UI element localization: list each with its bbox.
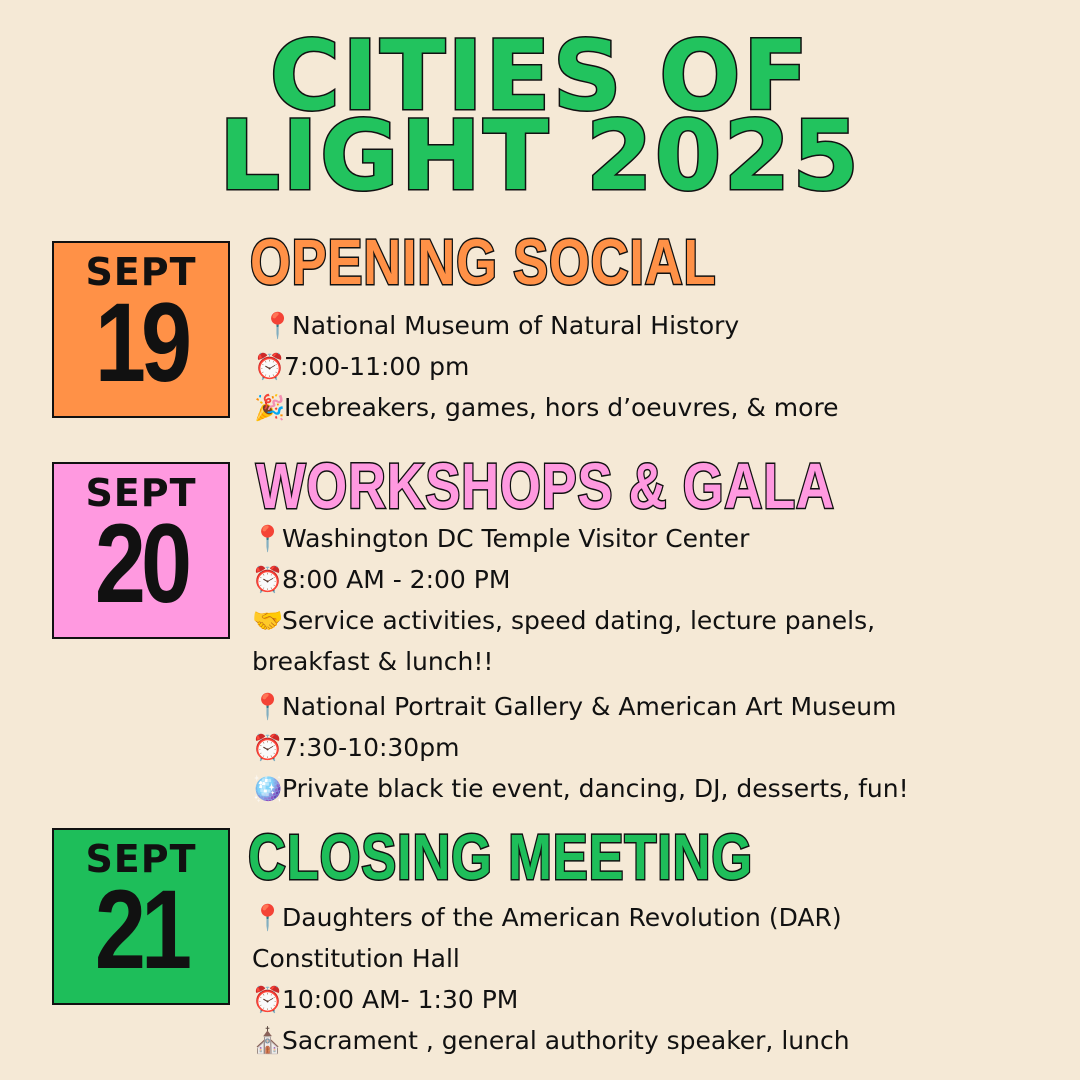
date-badge-sept-21: [52, 828, 230, 1005]
event-location: 📍National Portrait Gallery & American Art Museum: [252, 692, 897, 721]
event-location-continued: Constitution Hall: [252, 944, 460, 973]
event-location: 📍Daughters of the American Revolution (DAR): [252, 903, 842, 932]
event-title-closing-meeting: CLOSING MEETING: [248, 821, 754, 893]
event-location: 📍Washington DC Temple Visitor Center: [252, 524, 750, 553]
event-activities: ⛪Sacrament , general authority speaker, lunch: [252, 1026, 850, 1055]
pin-icon: 📍: [252, 524, 284, 553]
event-time: ⏰7:00-11:00 pm: [254, 352, 470, 381]
pin-icon: 📍: [262, 311, 294, 340]
event-activities: 🪩Private black tie event, dancing, DJ, desserts, fun!: [252, 774, 909, 803]
event-time: ⏰10:00 AM- 1:30 PM: [252, 985, 519, 1014]
date-badge-sept-20: [52, 462, 230, 639]
pin-icon: 📍: [252, 903, 284, 932]
church-icon: ⛪: [252, 1026, 284, 1055]
event-title-opening-social: OPENING SOCIAL: [250, 226, 717, 298]
event-time: ⏰8:00 AM - 2:00 PM: [252, 565, 511, 594]
date-month: SEPT: [85, 471, 197, 515]
date-month: SEPT: [85, 250, 197, 294]
event-activities: 🎉Icebreakers, games, hors d’oeuvres, & more: [254, 393, 839, 422]
mirror-ball-icon: 🪩: [252, 774, 284, 803]
date-badge-sept-19: [52, 241, 230, 418]
alarm-clock-icon: ⏰: [252, 565, 284, 594]
event-activities: 🤝Service activities, speed dating, lecture panels,: [252, 606, 876, 635]
date-day: 19: [94, 280, 188, 405]
date-month: SEPT: [85, 837, 197, 881]
alarm-clock-icon: ⏰: [252, 985, 284, 1014]
event-activities-continued: breakfast & lunch!!: [252, 647, 494, 676]
page-title-line-2: LIGHT 2025: [218, 100, 862, 212]
date-day: 21: [94, 867, 188, 992]
event-title-workshops-gala: WORKSHOPS & GALA: [256, 450, 835, 522]
party-popper-icon: 🎉: [254, 393, 286, 422]
page-title-line-1: CITIES OF: [269, 20, 811, 132]
handshake-icon: 🤝: [252, 606, 284, 635]
event-time: ⏰7:30-10:30pm: [252, 733, 460, 762]
pin-icon: 📍: [252, 692, 284, 721]
event-location: 📍National Museum of Natural History: [262, 311, 740, 340]
date-day: 20: [94, 501, 188, 626]
alarm-clock-icon: ⏰: [252, 733, 284, 762]
alarm-clock-icon: ⏰: [254, 352, 286, 381]
